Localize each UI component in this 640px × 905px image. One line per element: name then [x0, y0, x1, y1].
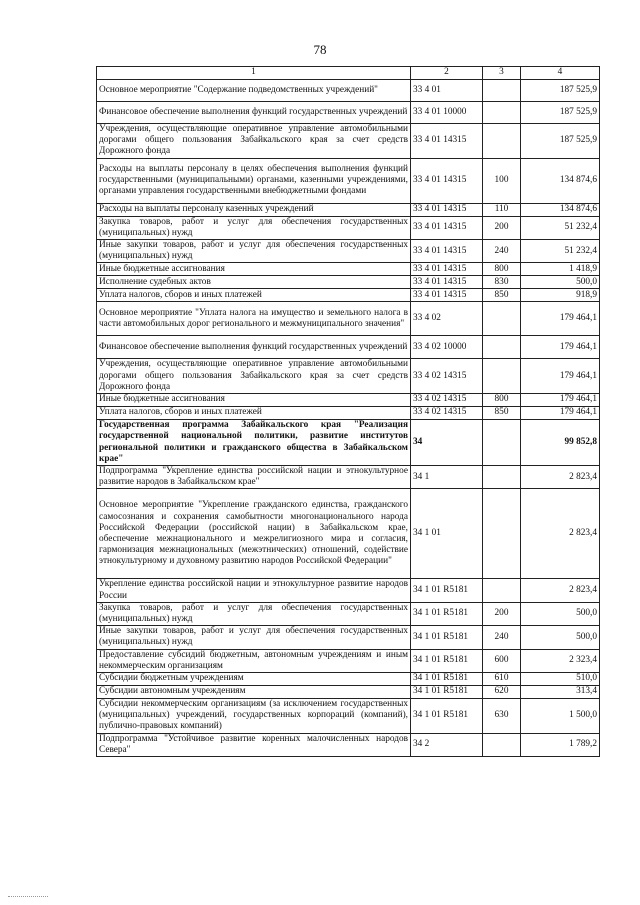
row-name-cell: Иные закупки товаров, работ и услуг для обеспечения государственных (муниципальных) нужд	[97, 626, 411, 649]
row-name-cell: Основное мероприятие "Содержание подведомственных учреждений"	[97, 80, 411, 102]
table-row	[97, 686, 600, 699]
row-code-cell: 33 4 01 14315	[411, 216, 483, 239]
table-row	[97, 359, 600, 394]
budget-table	[96, 66, 600, 757]
table-row	[97, 466, 600, 489]
row-expense-type-cell: 200	[483, 216, 521, 239]
row-code-cell: 33 4 01 14315	[411, 289, 483, 302]
row-name-cell: Закупка товаров, работ и услуг для обеспечения государственных (муниципальных) нужд	[97, 216, 411, 239]
row-name-cell: Финансовое обеспечение выполнения функций государственных учреждений	[97, 102, 411, 124]
row-sum-cell: 187 525,9	[521, 124, 600, 159]
row-code-cell: 33 4 02 14315	[411, 407, 483, 420]
row-sum-cell: 134 874,6	[521, 203, 600, 216]
row-code-cell: 34 1 01 R5181	[411, 602, 483, 625]
row-expense-type-cell: 200	[483, 602, 521, 625]
row-sum-cell: 2 323,4	[521, 649, 600, 672]
row-sum-cell: 179 464,1	[521, 336, 600, 359]
row-sum-cell: 2 823,4	[521, 489, 600, 579]
row-sum-cell: 500,0	[521, 626, 600, 649]
table-row	[97, 336, 600, 359]
row-name-cell: Подпрограмма "Устойчивое развитие коренных малочисленных народов Севера"	[97, 733, 411, 756]
row-name-cell: Предоставление субсидий бюджетным, автономным учреждениям и иным некоммерческим организациям	[97, 649, 411, 672]
row-expense-type-cell: 830	[483, 276, 521, 289]
row-name-cell: Расходы на выплаты персоналу казенных учреждений	[97, 203, 411, 216]
row-expense-type-cell: 800	[483, 263, 521, 276]
row-sum-cell: 51 232,4	[521, 216, 600, 239]
row-name-cell: Субсидии некоммерческим организациям (за исключением государственных (муниципальных) учреждений, государственных корпораций (компаний), публично-правовых компаний)	[97, 699, 411, 734]
row-name-cell: Укрепление единства российской нации и этнокультурное развитие народов России	[97, 579, 411, 602]
row-code-cell: 33 4 01	[411, 80, 483, 102]
table-row	[97, 276, 600, 289]
row-code-cell: 34 1	[411, 466, 483, 489]
row-expense-type-cell	[483, 359, 521, 394]
row-expense-type-cell: 100	[483, 158, 521, 203]
row-sum-cell: 1 418,9	[521, 263, 600, 276]
row-sum-cell: 187 525,9	[521, 80, 600, 102]
row-expense-type-cell: 630	[483, 699, 521, 734]
row-expense-type-cell: 240	[483, 626, 521, 649]
row-code-cell: 33 4 02 14315	[411, 359, 483, 394]
table-row	[97, 302, 600, 336]
table-row	[97, 240, 600, 263]
row-expense-type-cell: 240	[483, 240, 521, 263]
row-sum-cell: 179 464,1	[521, 407, 600, 420]
header-col-4: 4	[521, 67, 600, 80]
table-row	[97, 579, 600, 602]
row-sum-cell: 500,0	[521, 276, 600, 289]
row-name-cell: Учреждения, осуществляющие оперативное управление автомобильными дорогами общего пользования Забайкальского края за счет средств Дорожного фонда	[97, 124, 411, 159]
row-sum-cell: 2 823,4	[521, 579, 600, 602]
row-code-cell: 33 4 01 14315	[411, 240, 483, 263]
header-col-1: 1	[97, 67, 411, 80]
row-expense-type-cell: 850	[483, 289, 521, 302]
row-name-cell: Субсидии бюджетным учреждениям	[97, 673, 411, 686]
table-row	[97, 407, 600, 420]
row-expense-type-cell	[483, 302, 521, 336]
table-row	[97, 733, 600, 756]
row-sum-cell: 179 464,1	[521, 394, 600, 407]
row-code-cell: 33 4 01 14315	[411, 158, 483, 203]
row-code-cell: 34 1 01 R5181	[411, 626, 483, 649]
row-expense-type-cell: 110	[483, 203, 521, 216]
row-sum-cell: 134 874,6	[521, 158, 600, 203]
row-code-cell: 34 1 01 R5181	[411, 649, 483, 672]
header-col-2: 2	[411, 67, 483, 80]
row-name-cell: Исполнение судебных актов	[97, 276, 411, 289]
row-code-cell: 34 1 01 R5181	[411, 673, 483, 686]
header-col-3: 3	[483, 67, 521, 80]
table-body	[97, 80, 600, 757]
table-row	[97, 158, 600, 203]
row-expense-type-cell	[483, 733, 521, 756]
table-row	[97, 420, 600, 466]
row-code-cell: 33 4 01 10000	[411, 102, 483, 124]
row-code-cell: 34 1 01 R5181	[411, 699, 483, 734]
row-sum-cell: 187 525,9	[521, 102, 600, 124]
table-row	[97, 699, 600, 734]
table-row	[97, 203, 600, 216]
row-expense-type-cell	[483, 489, 521, 579]
row-expense-type-cell	[483, 124, 521, 159]
row-name-cell: Финансовое обеспечение выполнения функций государственных учреждений	[97, 336, 411, 359]
row-name-cell: Государственная программа Забайкальского края "Реализация государственной национальной политики, развитие институтов региональной политики и гражданского общества в Забайкальском крае"	[97, 420, 411, 466]
table-row	[97, 649, 600, 672]
row-name-cell: Подпрограмма "Укрепление единства российской нации и этнокультурное развитие народов в Забайкальском крае"	[97, 466, 411, 489]
row-code-cell: 34 1 01 R5181	[411, 579, 483, 602]
row-code-cell: 34 1 01 R5181	[411, 686, 483, 699]
row-sum-cell: 510,0	[521, 673, 600, 686]
row-sum-cell: 1 789,2	[521, 733, 600, 756]
row-code-cell: 33 4 01 14315	[411, 203, 483, 216]
row-code-cell: 33 4 02 14315	[411, 394, 483, 407]
table-row	[97, 489, 600, 579]
row-code-cell: 33 4 02 10000	[411, 336, 483, 359]
row-name-cell: Субсидии автономным учреждениям	[97, 686, 411, 699]
footer-mark	[8, 896, 48, 897]
row-name-cell: Иные бюджетные ассигнования	[97, 394, 411, 407]
row-name-cell: Учреждения, осуществляющие оперативное управление автомобильными дорогами общего пользования Забайкальского края за счет средств Дорожного фонда	[97, 359, 411, 394]
row-name-cell: Основное мероприятие "Уплата налога на имущество и земельного налога в части автомобильных дорог регионального и межмуниципального значения"	[97, 302, 411, 336]
row-expense-type-cell: 800	[483, 394, 521, 407]
row-expense-type-cell: 610	[483, 673, 521, 686]
table-row	[97, 216, 600, 239]
row-expense-type-cell: 620	[483, 686, 521, 699]
row-expense-type-cell: 850	[483, 407, 521, 420]
table-row	[97, 124, 600, 159]
row-sum-cell: 179 464,1	[521, 302, 600, 336]
row-name-cell: Закупка товаров, работ и услуг для обеспечения государственных (муниципальных) нужд	[97, 602, 411, 625]
row-sum-cell: 1 500,0	[521, 699, 600, 734]
row-sum-cell: 99 852,8	[521, 420, 600, 466]
table-row	[97, 673, 600, 686]
table-row	[97, 263, 600, 276]
row-expense-type-cell	[483, 102, 521, 124]
row-sum-cell: 51 232,4	[521, 240, 600, 263]
row-sum-cell: 179 464,1	[521, 359, 600, 394]
row-code-cell: 33 4 01 14315	[411, 276, 483, 289]
table-header-row	[97, 67, 600, 80]
row-code-cell: 33 4 01 14315	[411, 124, 483, 159]
table-row	[97, 80, 600, 102]
row-sum-cell: 500,0	[521, 602, 600, 625]
row-code-cell: 33 4 01 14315	[411, 263, 483, 276]
row-expense-type-cell	[483, 579, 521, 602]
row-sum-cell: 918,9	[521, 289, 600, 302]
row-name-cell: Уплата налогов, сборов и иных платежей	[97, 407, 411, 420]
row-expense-type-cell: 600	[483, 649, 521, 672]
table-row	[97, 626, 600, 649]
row-name-cell: Уплата налогов, сборов и иных платежей	[97, 289, 411, 302]
row-name-cell: Основное мероприятие "Укрепление гражданского единства, гражданского самосознания и сохранения самобытности многонационального народа Российской Федерации (российской нации) в Забайкальском крае, обеспечение межнационального и межрелигиозного мира и согласия, гармонизация межнациональных (межэтнических) отношений, содействие этнокультурному и духовному развитию народов Российской Федерации"	[97, 489, 411, 579]
row-name-cell: Расходы на выплаты персоналу в целях обеспечения выполнения функций государственными (муниципальными) органами, казенными учреждениями, органами управления государственными внебюджетными фондами	[97, 158, 411, 203]
table-row	[97, 102, 600, 124]
table-row	[97, 602, 600, 625]
row-name-cell: Иные бюджетные ассигнования	[97, 263, 411, 276]
row-expense-type-cell	[483, 466, 521, 489]
row-name-cell: Иные закупки товаров, работ и услуг для обеспечения государственных (муниципальных) нужд	[97, 240, 411, 263]
row-sum-cell: 313,4	[521, 686, 600, 699]
row-code-cell: 34 2	[411, 733, 483, 756]
row-code-cell: 33 4 02	[411, 302, 483, 336]
row-code-cell: 34 1 01	[411, 489, 483, 579]
table-row	[97, 394, 600, 407]
page-number: 78	[313, 42, 327, 57]
table-row	[97, 289, 600, 302]
row-expense-type-cell	[483, 336, 521, 359]
row-expense-type-cell	[483, 80, 521, 102]
row-sum-cell: 2 823,4	[521, 466, 600, 489]
row-code-cell: 34	[411, 420, 483, 466]
row-expense-type-cell	[483, 420, 521, 466]
